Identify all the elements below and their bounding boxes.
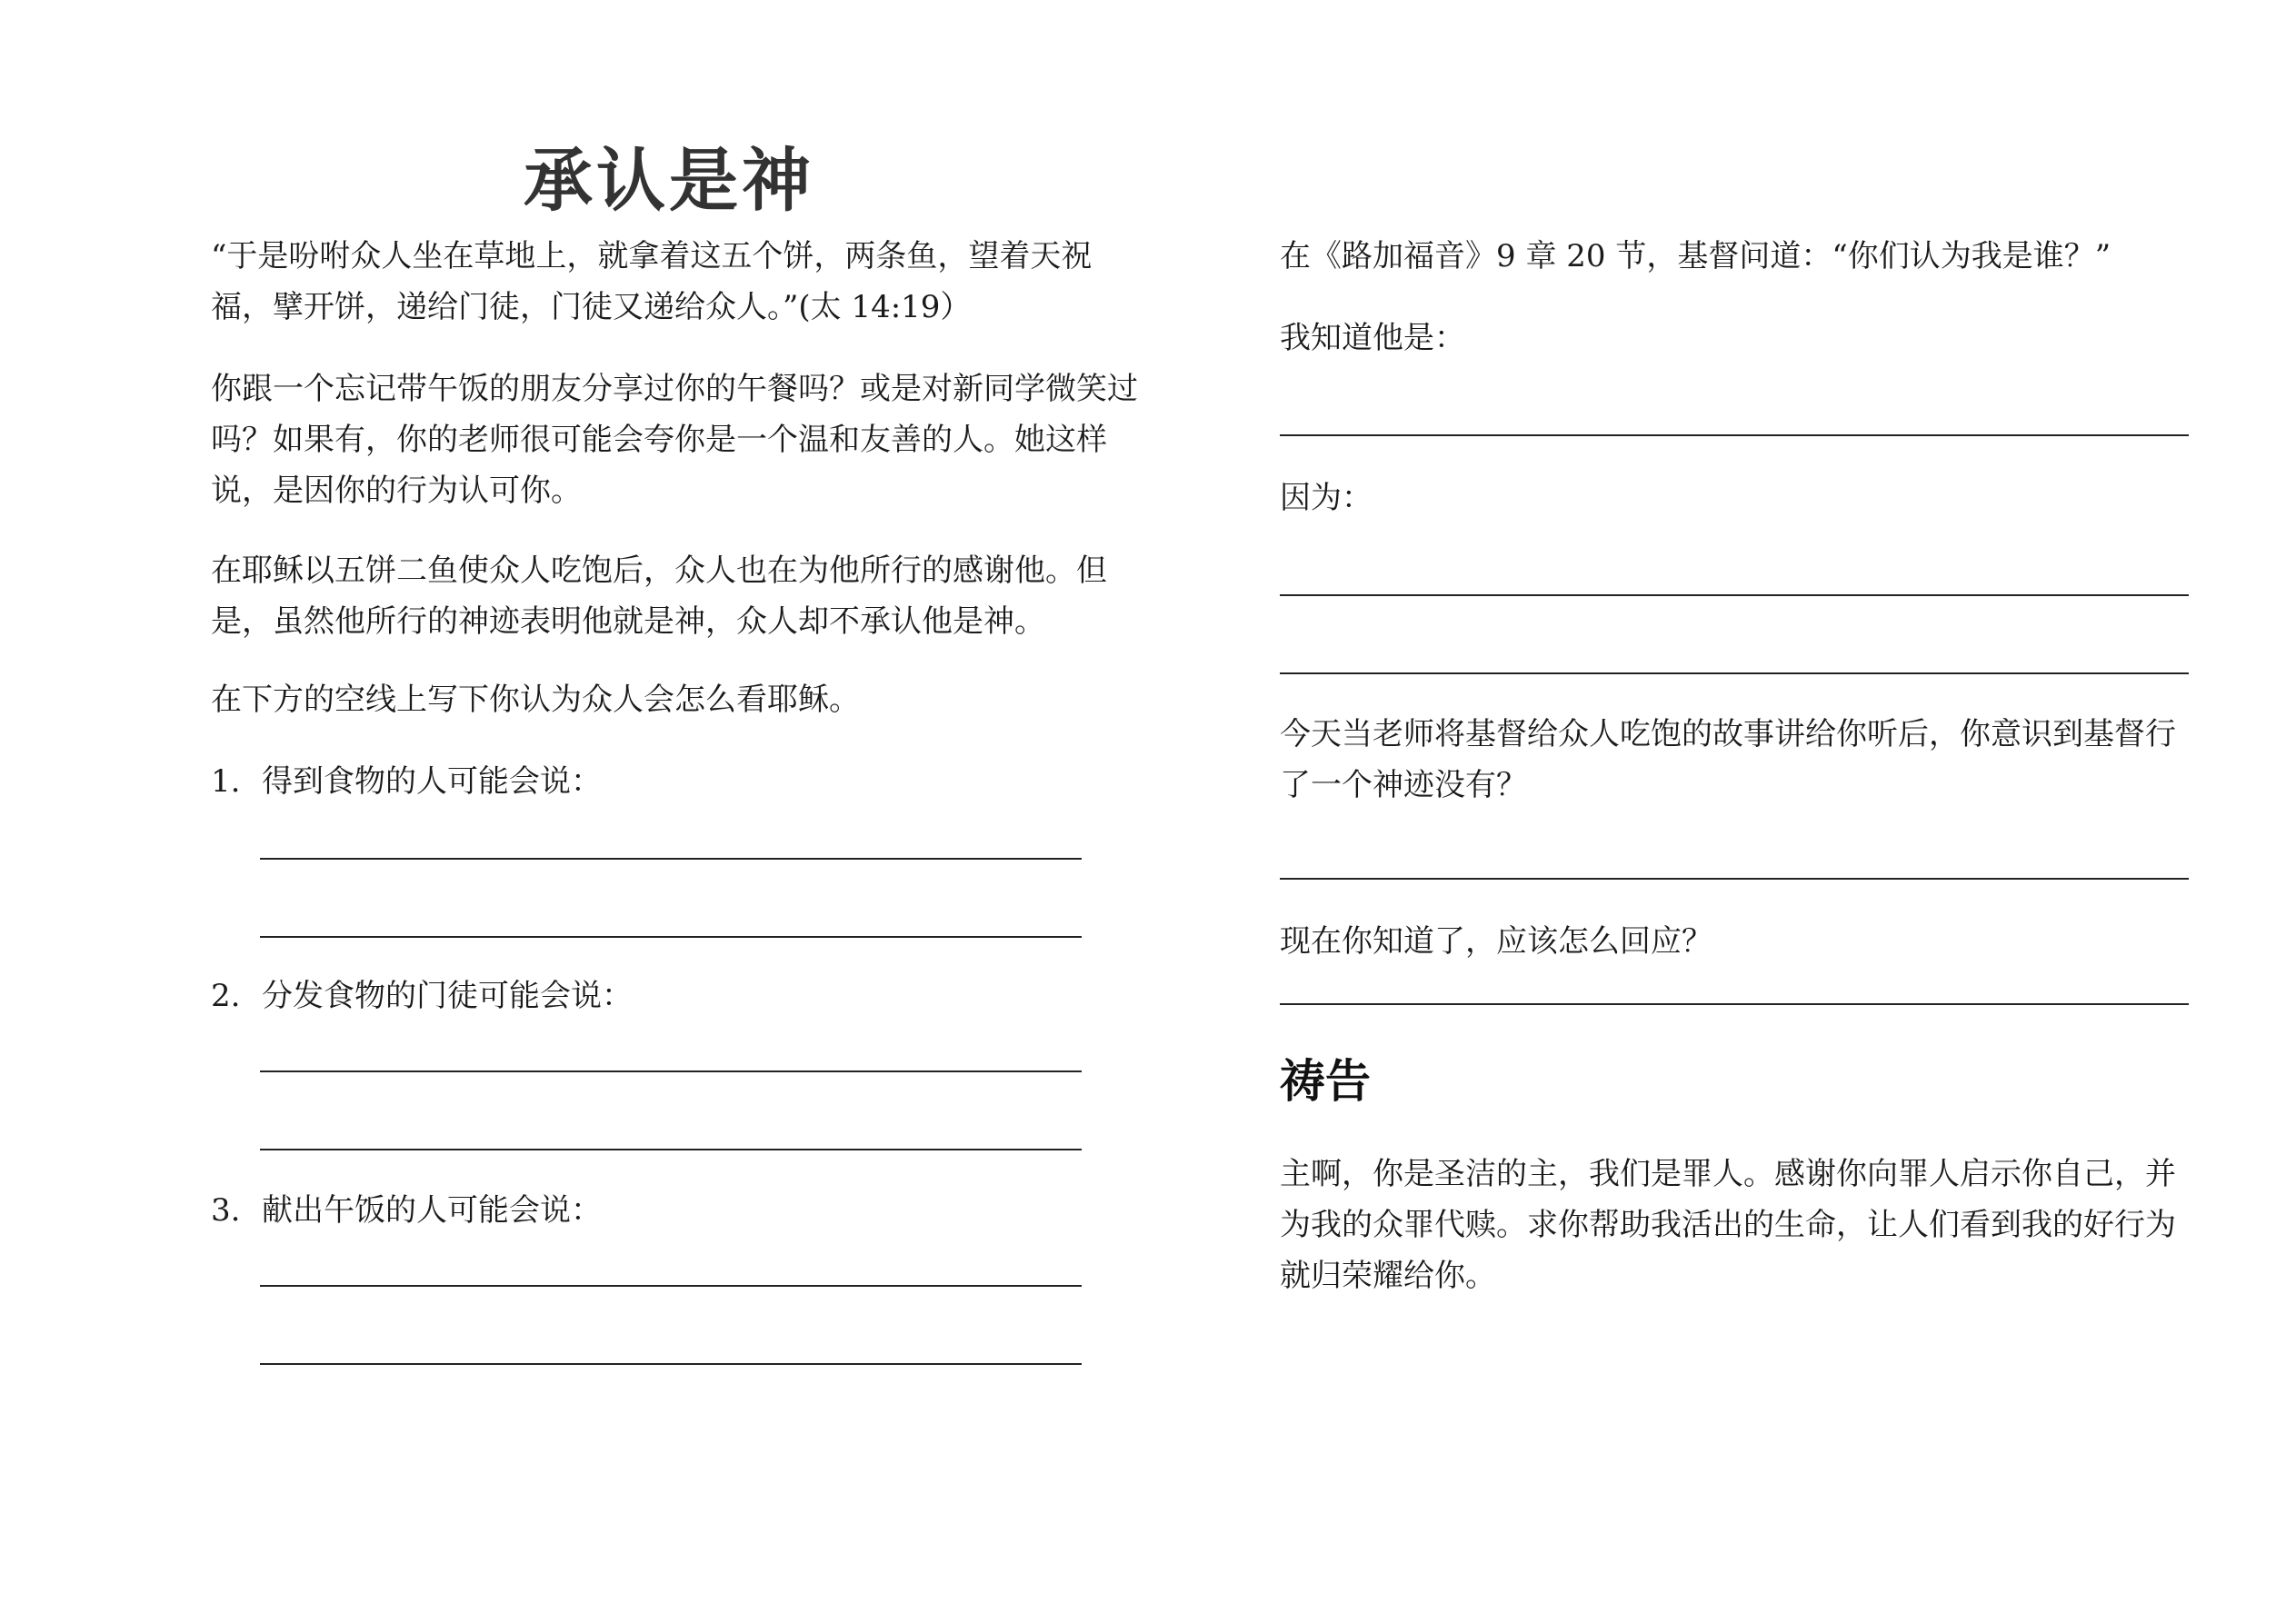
answer-line-who[interactable] bbox=[1280, 434, 2189, 436]
answer-line-realize[interactable] bbox=[1280, 878, 2189, 880]
verse-text: “于是吩咐众人坐在草地上，就拿着这五个饼，两条鱼，望着天祝福，擘开饼，递给门徒，门徒又递给众人。”(太 14:19） bbox=[211, 238, 1093, 325]
answer-line-2b[interactable] bbox=[260, 1149, 1082, 1150]
intro-paragraph: 你跟一个忘记带午饭的朋友分享过你的午餐吗？或是对新同学微笑过吗？如果有，你的老师很可能会夸你是一个温和友善的人。她这样说，是因你的行为认可你。 bbox=[211, 371, 1138, 509]
question-number: 2. bbox=[211, 978, 241, 1014]
answer-line-respond[interactable] bbox=[1280, 1003, 2189, 1005]
answer-line-because-b[interactable] bbox=[1280, 672, 2189, 674]
page-title: 承认是神 bbox=[524, 140, 814, 221]
luke-question: 在《路加福音》9 章 20 节，基督问道：“你们认为我是谁？” bbox=[1280, 238, 2111, 274]
question-label: 得到食物的人可能会说： bbox=[262, 763, 602, 800]
question-label: 分发食物的门徒可能会说： bbox=[262, 978, 633, 1014]
answer-line-3a[interactable] bbox=[260, 1285, 1082, 1287]
realize-question: 今天当老师将基督给众人吃饱的故事讲给你听后，你意识到基督行了一个神迹没有？ bbox=[1280, 716, 2176, 803]
answer-line-3b[interactable] bbox=[260, 1363, 1082, 1365]
respond-question: 现在你知道了，应该怎么回应？ bbox=[1280, 923, 1712, 960]
instruction-text: 在下方的空线上写下你认为众人会怎么看耶稣。 bbox=[211, 682, 860, 718]
answer-line-1b[interactable] bbox=[260, 936, 1082, 938]
question-2 bbox=[211, 971, 633, 1021]
answer-line-because-a[interactable] bbox=[1280, 594, 2189, 596]
prayer-heading: 祷告 bbox=[1280, 1055, 1371, 1108]
because-label: 因为： bbox=[1280, 480, 1373, 516]
question-number: 1. bbox=[211, 763, 241, 800]
prayer-text: 主啊，你是圣洁的主，我们是罪人。感谢你向罪人启示你自己，并为我的众罪代赎。求你帮助我活出的生命，让人们看到我的好行为就归荣耀给你。 bbox=[1280, 1156, 2176, 1294]
answer-line-2a[interactable] bbox=[260, 1070, 1082, 1072]
question-label: 献出午饭的人可能会说： bbox=[262, 1192, 602, 1229]
i-know-label: 我知道他是： bbox=[1280, 320, 1465, 356]
question-number: 3. bbox=[211, 1192, 241, 1229]
answer-line-1a[interactable] bbox=[260, 858, 1082, 860]
miracle-paragraph: 在耶稣以五饼二鱼使众人吃饱后，众人也在为他所行的感谢他。但是，虽然他所行的神迹表明他就是神，众人却不承认他是神。 bbox=[211, 553, 1107, 640]
question-3 bbox=[211, 1185, 602, 1236]
question-1 bbox=[211, 756, 602, 807]
